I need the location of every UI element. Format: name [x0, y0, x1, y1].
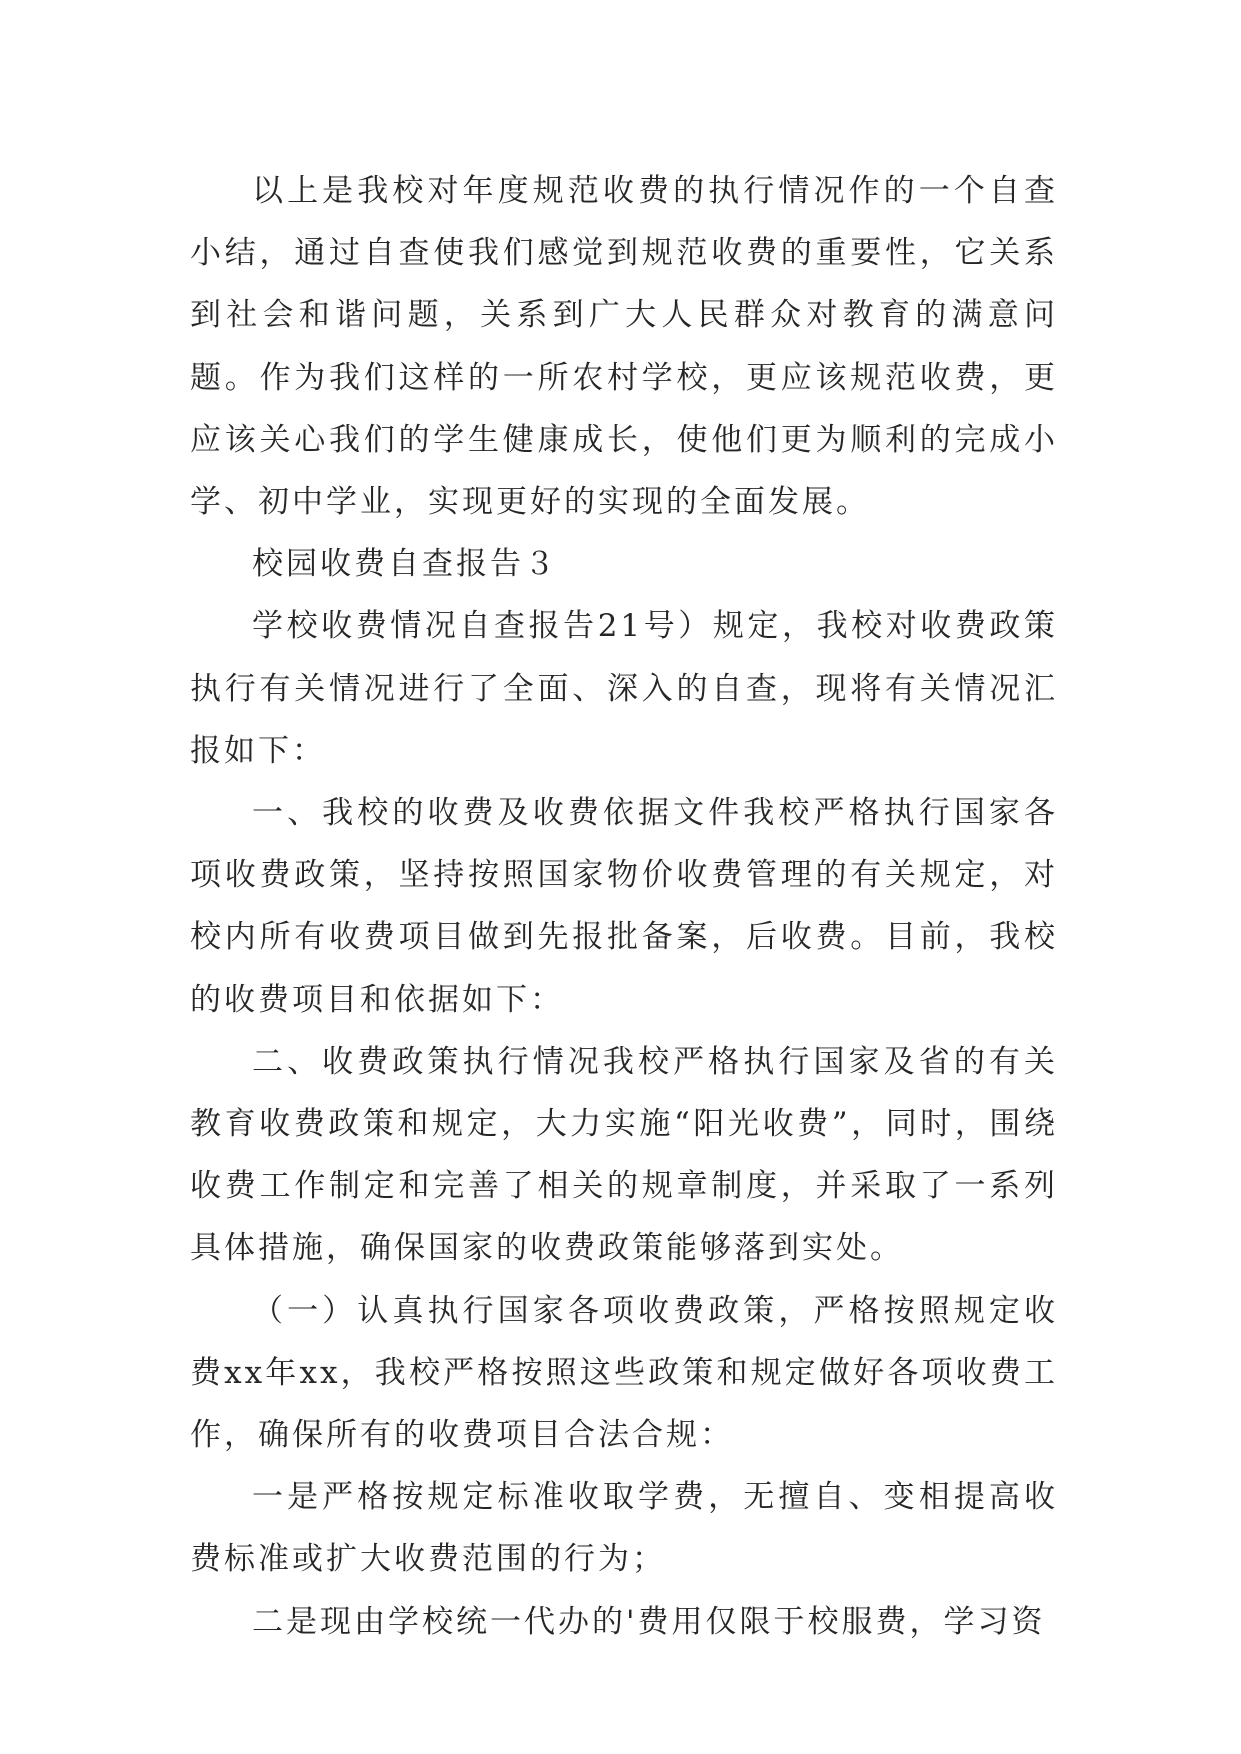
paragraph-item-one: 一是严格按规定标准收取学费，无擅自、变相提高收费标准或扩大收费范围的行为； [190, 1479, 1058, 1578]
paragraph-item-two: 二是现由学校统一代办的'费用仅限于校服费，学习资 [252, 1603, 1046, 1640]
paragraph-summary: 以上是我校对年度规范收费的执行情况作的一个自查小结，通过自查使我们感觉到规范收费的重要性，它关系到社会和谐问题，关系到广大人民群众对教育的满意问题。作为我们这样的一所农村学校，更应该规范收费，更应该关心我们的学生健康成长，使他们更为顺利的完成小学、初中学业，实现更好的实现的全面发展。 [190, 173, 1058, 521]
document-body [190, 160, 1058, 1653]
paragraph-intro: 学校收费情况自查报告21号）规定，我校对收费政策执行有关情况进行了全面、深入的自查，现将有关情况汇报如下： [190, 608, 1058, 769]
paragraph-section-two: 二、收费政策执行情况我校严格执行国家及省的有关教育收费政策和规定，大力实施“阳光收费”，同时，围绕收费工作制定和完善了相关的规章制度，并采取了一系列具体措施，确保国家的收费政策能够落到实处。 [190, 1043, 1058, 1267]
paragraph-section-one: 一、我校的收费及收费依据文件我校严格执行国家各项收费政策，坚持按照国家物价收费管理的有关规定，对校内所有收费项目做到先报批备案，后收费。目前，我校的收费项目和依据如下： [190, 795, 1058, 1018]
section-heading: 校园收费自查报告３ [252, 546, 558, 583]
paragraph-subsection-one: （一）认真执行国家各项收费政策，严格按照规定收费xx年xx，我校严格按照这些政策和规定做好各项收费工作，确保所有的收费项目合法合规： [190, 1292, 1058, 1454]
